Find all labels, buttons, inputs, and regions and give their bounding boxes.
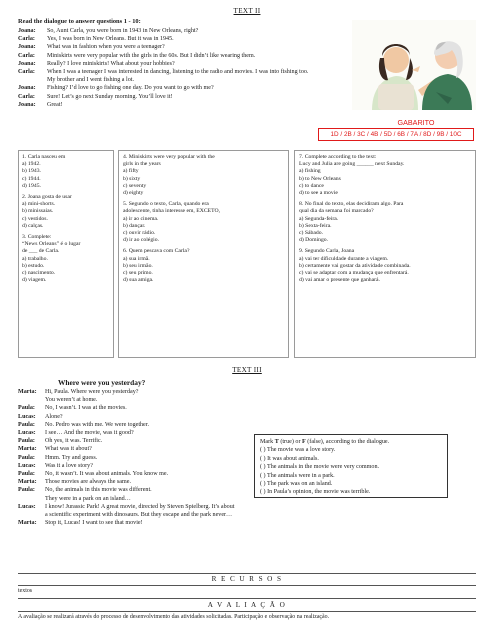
divider (18, 611, 476, 612)
question-item (299, 201, 471, 244)
speaker-name: Paula: (18, 438, 35, 445)
dialogue-text: Fishing? I’d love to go fishing one day. Do you want to go with me? (47, 85, 214, 92)
dialogue-line (18, 76, 318, 84)
dialogue-line (18, 68, 318, 76)
speaker-name: Paula: (18, 454, 35, 461)
speaker-name: Joana: (18, 85, 36, 92)
dialogue-line (18, 84, 318, 92)
dialogue-text: Miniskirts were very popular with the girls in the 60s. But I didn’t like wearing them. (47, 52, 256, 59)
dialogue-text: I see… And the movie, was it good? (45, 430, 134, 437)
speaker-name: Joana: (18, 101, 36, 108)
speaker-name: Joana: (18, 60, 36, 67)
answer-option: c) Sábado. (299, 230, 324, 237)
question-stem: 6. Quem pescava com Carla? (123, 248, 190, 255)
dialogue-text: So, Aunt Carla, you were born in 1943 in New Orleans, right? (47, 28, 199, 34)
dialogue-text: I know! Jurassic Park! A great movie, directed by Steven Spielberg. It’s about (45, 503, 235, 510)
answer-option: a) 1942. (22, 161, 41, 168)
speaker-name: Marta: (18, 446, 37, 453)
dialogue-text: Stop it, Lucas! I want to see that movie! (45, 520, 143, 527)
question-stem: girls in the years (123, 161, 161, 168)
dialogue-text: Hi, Paula. Where were you yesterday? (45, 389, 139, 395)
question-stem: 9. Segundo Carla, Joana (299, 248, 355, 255)
question-stem: 8. No final do texto, elas decidiram algo. Para (299, 201, 404, 208)
dialogue-text: No, it wasn’t. It was about animals. You know me. (45, 471, 169, 478)
avaliacao-text: A avaliação se realizará através do processo de desenvolvimento das atividades solicitadas. Participação e observação na realização. (18, 614, 330, 620)
answer-option: b) Sexta-feira. (299, 222, 332, 229)
dialogue-line (18, 388, 318, 396)
dialogue-text: No, the animals in this movie was different. (45, 487, 152, 494)
answer-option: a) sua irmã. (123, 255, 150, 262)
question-stem: qual dia da semana foi marcado? (299, 208, 374, 215)
answer-option: d) calças. (22, 222, 44, 229)
dialogue-line (18, 93, 318, 101)
answer-option: d) viagem. (22, 277, 47, 284)
speaker-name: Paula: (18, 471, 35, 478)
speaker-name: Joana: (18, 28, 36, 34)
question-stem: 4. Miniskirts were very popular with the (123, 154, 215, 160)
speaker-name: Lucas: (18, 462, 36, 469)
answer-option: c) nascimento. (22, 270, 56, 277)
dialogue-text: What was in fashion when you were a teenager? (47, 44, 165, 51)
answer-option: c) seventy (123, 182, 147, 189)
true-false-item: ( ) The animals were in a park. (260, 472, 335, 479)
dialogue-text: Oh yes, it was. Terrific. (45, 438, 103, 445)
answer-option: d) to see a movie (299, 190, 338, 197)
dialogue-line (18, 101, 318, 109)
speaker-name: Carla: (18, 36, 35, 43)
dialogue-text: Was it a love story? (45, 462, 93, 469)
recursos-text: textos (18, 588, 33, 594)
dialogue-text: No, I wasn’t. I was at the movies. (45, 405, 127, 412)
dialogue-text: They were in a park on an island… (45, 495, 131, 502)
dialogue-text: Hmm. Try and guess. (45, 454, 98, 461)
dialogue-line (18, 35, 318, 43)
answer-option: b) to New Orleans (299, 175, 341, 182)
dialogue-text: Alone? (45, 413, 63, 420)
dialogue-text: What was it about? (45, 446, 92, 453)
question-stem: 3. Complete: (22, 234, 52, 241)
speaker-name: Lucas: (18, 503, 36, 510)
dialogue-line (18, 27, 318, 35)
question-stem: 2. Joana gosta de usar (22, 194, 72, 201)
answer-option: b) seu irmão. (123, 262, 153, 269)
answer-option: c) ouvir rádio. (123, 230, 156, 237)
dialogue-text: Yes, I was born in New Orleans. But it was in 1945. (47, 36, 174, 43)
answer-option: a) Segunda-feira. (299, 215, 339, 222)
speaker-name: Lucas: (18, 413, 36, 420)
true-false-item: ( ) It was about animals. (260, 455, 319, 462)
true-false-item: ( ) The movie was a love story. (260, 447, 336, 454)
dialogue-line (18, 511, 318, 519)
true-false-item: ( ) In Paula’s opinion, the movie was terrible. (260, 489, 371, 496)
dialogue-text: Really? I love miniskirts! What about your hobbies? (47, 60, 175, 67)
question-item (299, 248, 471, 284)
answer-option: c) 1944. (22, 175, 41, 182)
gabarito-answer-key: 1D / 2B / 3C / 4B / 5D / 6B / 7A / 8D / 9B / 10C (318, 128, 474, 141)
two-women-talking-illustration (352, 20, 476, 110)
answer-option: c) vestidos. (22, 215, 48, 222)
dialogue-text: Those movies are always the same. (45, 479, 131, 486)
answer-option: b) dançar. (123, 222, 146, 229)
question-item (123, 201, 284, 244)
speaker-name: Marta: (18, 520, 37, 527)
answer-option: a) fifty (123, 168, 139, 175)
answer-option: d) vai amar o presente que ganhará. (299, 277, 381, 284)
question-item (123, 248, 284, 284)
answer-option: a) ir ao cinema. (123, 215, 159, 222)
dialogue-text: Sure! Let’s go next Sunday morning. You’ll love it! (47, 93, 173, 100)
dialogue-line (18, 396, 318, 404)
speaker-name: Paula: (18, 421, 35, 428)
question-item (22, 234, 110, 284)
answer-option: c) vai se adaptar com a mudança que enfrentará. (299, 270, 409, 277)
question-item (299, 154, 471, 197)
dialogue-line (18, 43, 318, 51)
answer-option: a) fishing (299, 168, 321, 175)
answer-option: a) trabalho. (22, 255, 48, 262)
question-stem: adolescente, tinha interesse em, EXCETO, (123, 208, 221, 215)
answer-option: d) ir ao colégio. (123, 237, 160, 244)
true-false-item: ( ) The animals in the movie were very common. (260, 464, 380, 471)
speaker-name: Carla: (18, 69, 35, 76)
dialogue-text: You weren’t at home. (45, 397, 98, 404)
questions-col-3 (294, 150, 476, 358)
answer-option: b) sixty (123, 175, 141, 182)
speaker-name: Paula: (18, 405, 35, 412)
divider (18, 598, 476, 599)
text-iii-heading: Where were you yesterday? (58, 378, 146, 387)
speaker-name: Lucas: (18, 430, 36, 437)
dialogue-text: Great! (47, 101, 63, 108)
answer-option: d) 1945. (22, 182, 41, 189)
dialogue-line (18, 519, 318, 527)
question-item (123, 154, 284, 197)
question-stem: de ___ de Carla. (22, 248, 60, 255)
text-ii-dialogue (18, 27, 318, 109)
dialogue-line (18, 503, 318, 511)
dialogue-line (18, 404, 318, 412)
true-false-instruction: Mark T (true) or F (false), according to the dialogue. (260, 439, 390, 445)
questions-col-1 (18, 150, 114, 358)
true-false-item: ( ) The park was on an island. (260, 481, 333, 488)
question-item (22, 154, 110, 190)
answer-option: a) vai ter dificuldade durante a viagem. (299, 255, 389, 262)
dialogue-text: No. Pedro was with me. We were together. (45, 421, 149, 428)
answer-option: d) eighty (123, 190, 144, 197)
question-stem: “News Orleans” é o lugar (22, 241, 81, 248)
answer-option: b) minissaias. (22, 208, 54, 215)
answer-option: b) estudo. (22, 262, 45, 269)
text-ii-title: TEXT II (233, 7, 261, 15)
answer-option: b) 1943. (22, 168, 41, 175)
speaker-name: Joana: (18, 44, 36, 51)
text-iii-title: TEXT III (232, 366, 262, 374)
questions-col-2 (118, 150, 289, 358)
dialogue-line (18, 421, 318, 429)
question-item (22, 194, 110, 230)
answer-option: b) certamente vai gostar da atividade combinada. (299, 262, 411, 269)
speaker-name: Carla: (18, 52, 35, 59)
question-stem: 7. Complete according to the text: (299, 154, 377, 160)
divider (18, 585, 476, 586)
answer-option: d) Domingo. (299, 237, 329, 244)
answer-option: c) seu primo. (123, 270, 153, 277)
dialogue-line (18, 52, 318, 60)
answer-option: c) to dance (299, 182, 324, 189)
question-stem: Lucy and Julia are going ______ next Sunday. (299, 161, 405, 168)
question-stem: 1. Carla nasceu em (22, 154, 66, 160)
speaker-name: Paula: (18, 487, 35, 494)
answer-option: a) mini-shorts. (22, 201, 56, 208)
true-false-box (254, 434, 448, 498)
avaliacao-title: A V A L I A Ç Ã O (207, 601, 287, 609)
gabarito-title: GABARITO (397, 118, 435, 127)
speaker-name: Marta: (18, 389, 37, 395)
speaker-name: Marta: (18, 479, 37, 486)
dialogue-text: When I was a teenager I was interested in dancing, listening to the radio and movies. I was into fishing too. (47, 69, 309, 76)
dialogue-instruction: Read the dialogue to answer questions 1 - 10: (18, 18, 141, 25)
divider (18, 573, 476, 574)
speaker-name: Carla: (18, 93, 35, 100)
dialogue-line (18, 60, 318, 68)
question-stem: 5. Segundo o texto, Carla, quando era (123, 201, 209, 208)
dialogue-text: My brother and I went fishing a lot. (47, 77, 134, 84)
recursos-title: R E C U R S O S (211, 575, 283, 583)
dialogue-line (18, 413, 318, 421)
answer-option: d) sua amiga. (123, 277, 154, 284)
dialogue-text: a scientific experiment with dinosaurs. But they escape and the park never… (45, 512, 233, 519)
